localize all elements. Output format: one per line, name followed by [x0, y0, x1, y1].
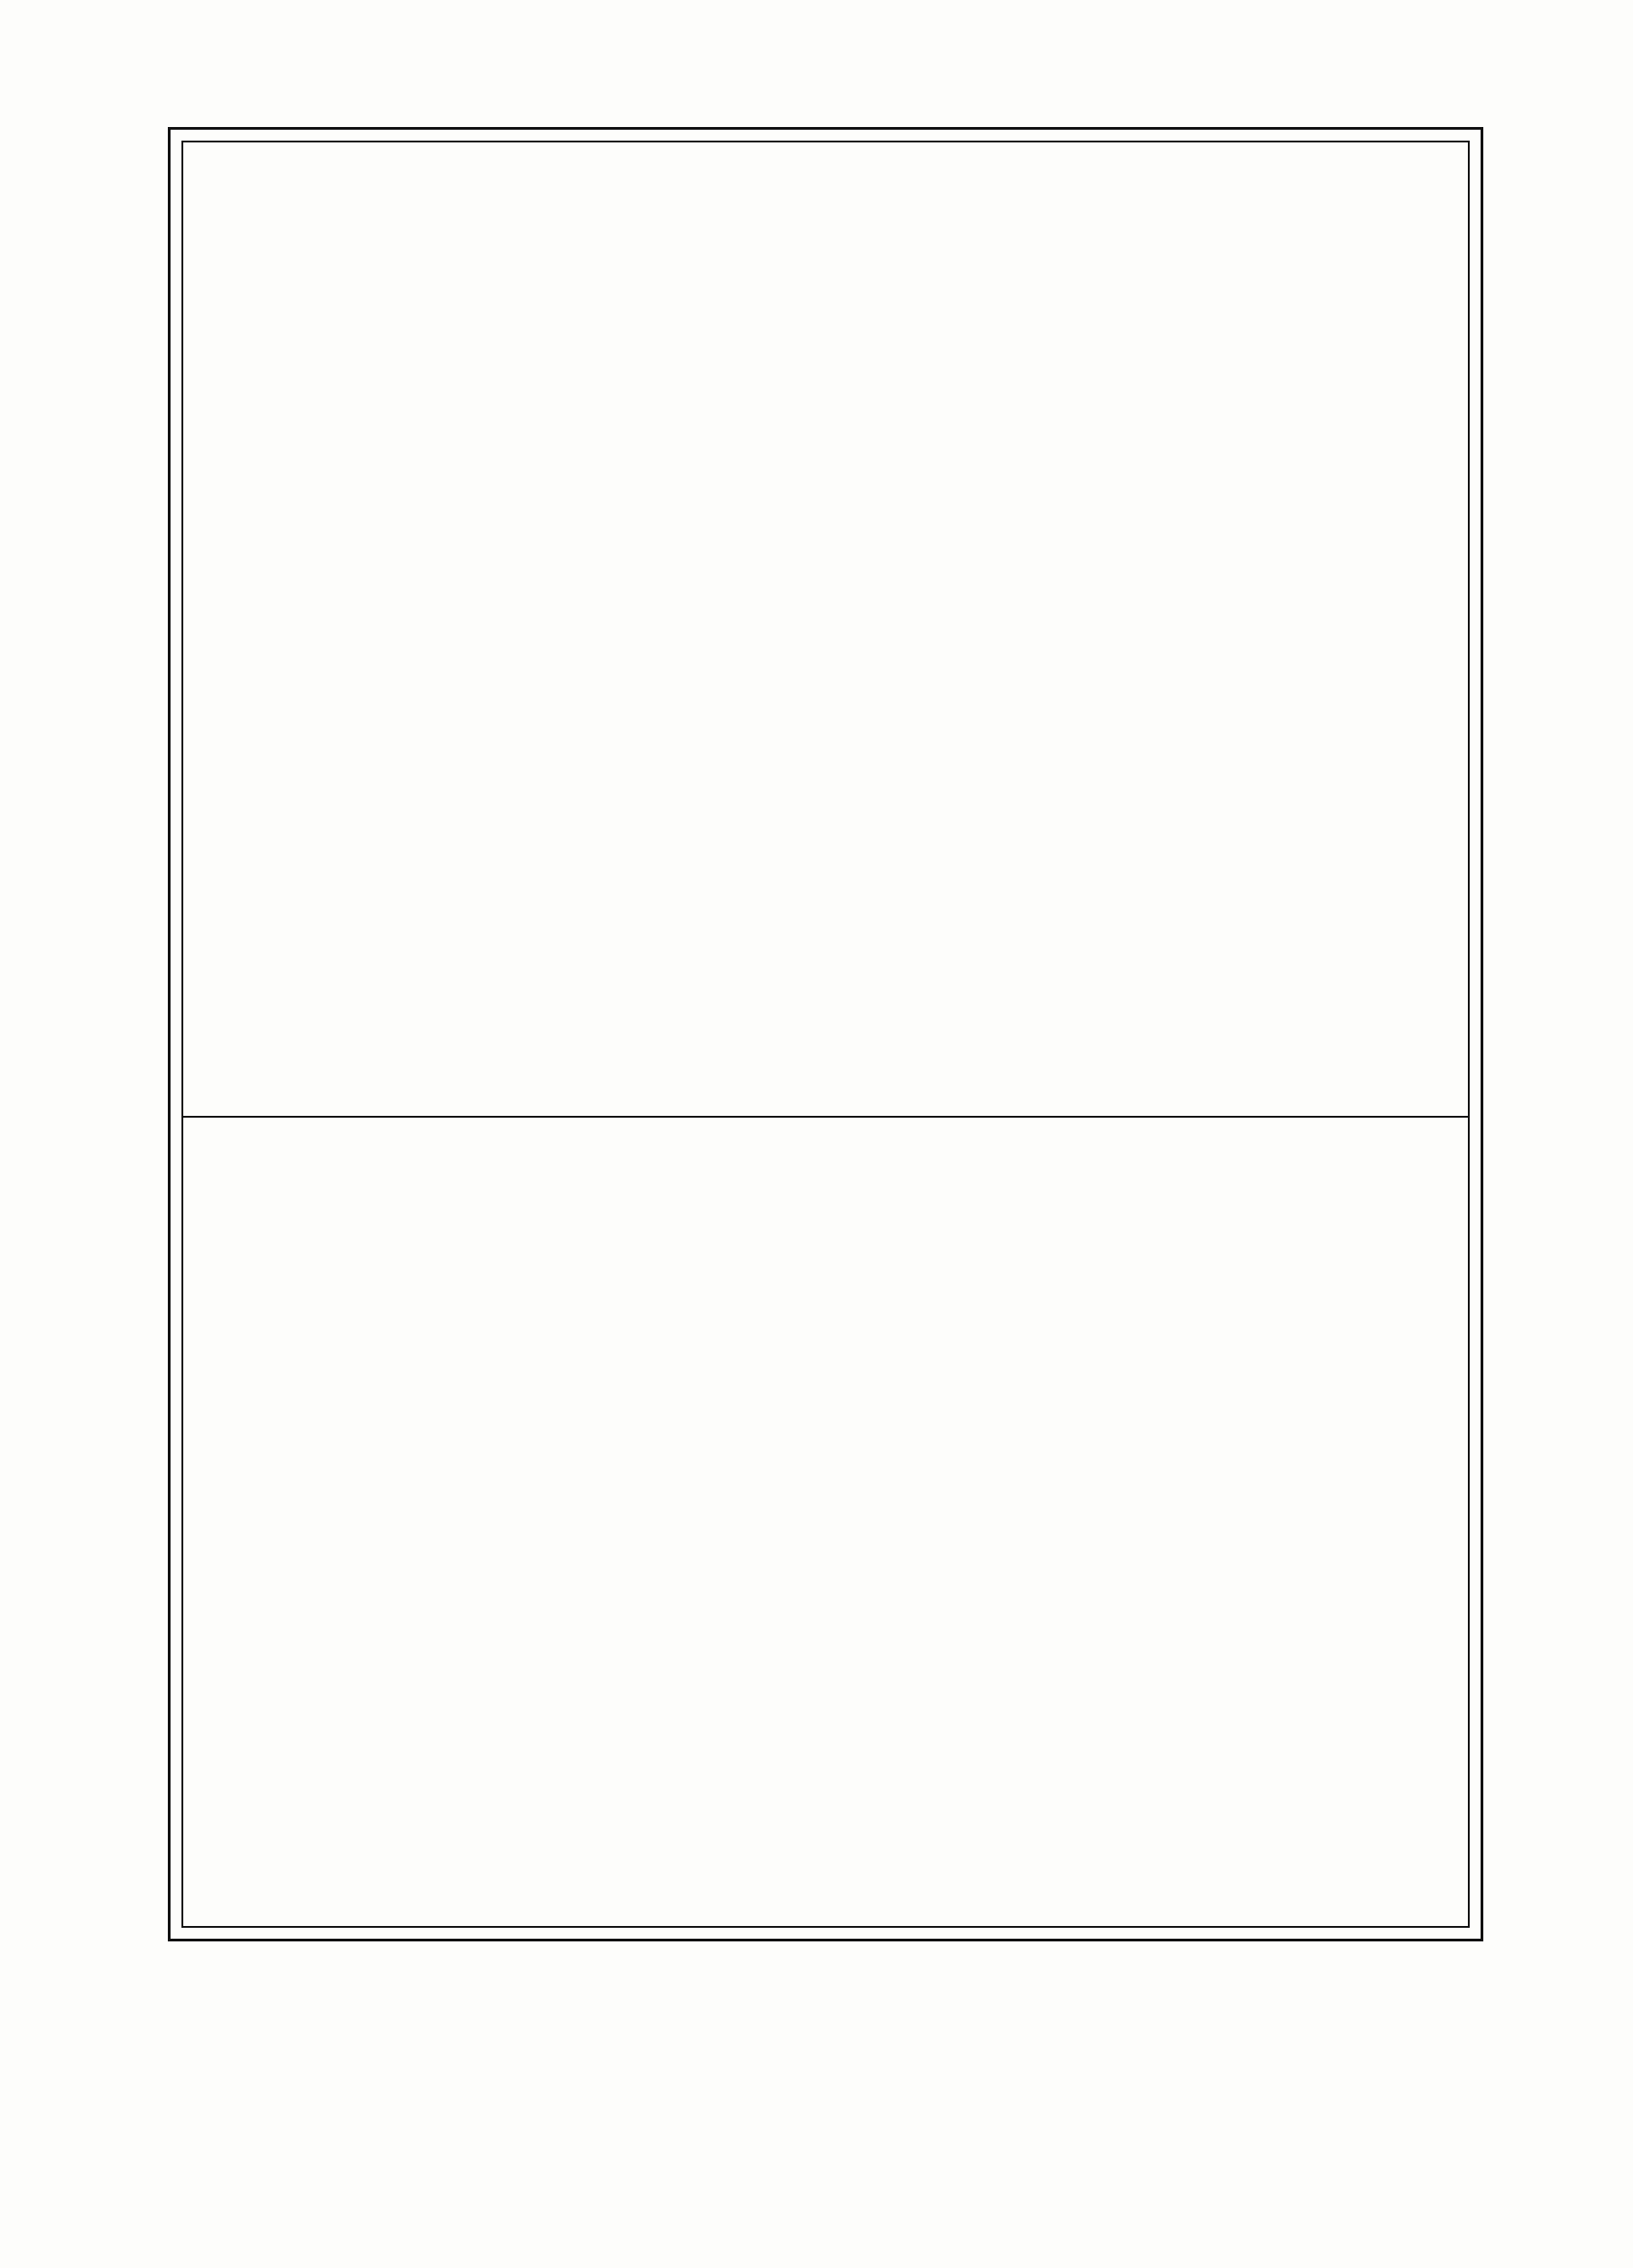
bottom-columns — [195, 1129, 1461, 1919]
top-section — [195, 150, 1461, 1107]
bottom-section — [195, 1129, 1461, 1919]
section-divider — [181, 1116, 1470, 1118]
top-columns — [195, 150, 1461, 1107]
